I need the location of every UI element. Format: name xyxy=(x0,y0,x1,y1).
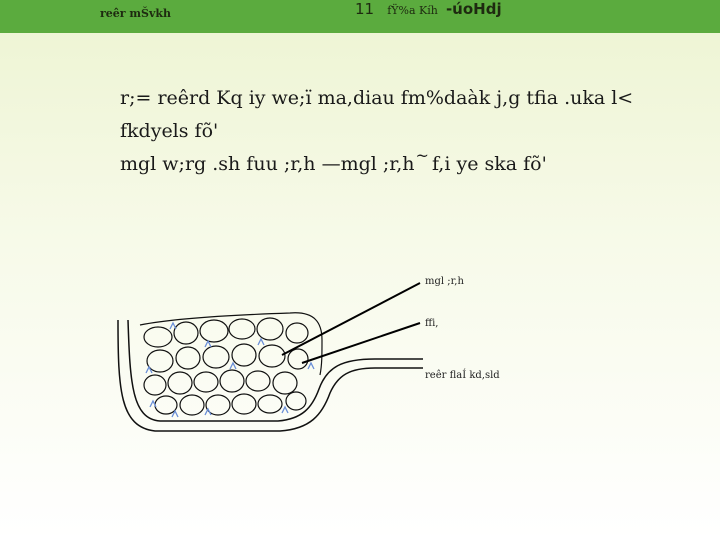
body-line-3 xyxy=(120,148,680,181)
slide-body-text xyxy=(120,82,680,181)
body-line-3a: mgl w;rg .sh fuu ;r,h —mgl ;r,h xyxy=(120,153,415,175)
header-title-tail: -úoHdj xyxy=(445,0,502,18)
cell xyxy=(259,345,285,367)
cell xyxy=(147,350,173,372)
flow-arrow xyxy=(230,363,236,369)
tissue-capillary-diagram xyxy=(110,265,520,440)
body-line-1: r;= reêrd Kq iy we;ï ma,diau fm%daàk j,g tfia .uka l< xyxy=(120,87,634,109)
cell xyxy=(168,372,192,394)
cell xyxy=(180,395,204,415)
body-line-2: fkdyels fõ' xyxy=(120,120,219,142)
cell xyxy=(144,375,166,395)
header-bar xyxy=(0,0,720,33)
cell xyxy=(246,371,270,391)
header-title-word: fŸ%a Kíh xyxy=(387,4,438,17)
tissue-cells xyxy=(144,318,308,415)
cell xyxy=(176,347,200,369)
flow-arrow xyxy=(258,339,264,345)
flow-arrow xyxy=(170,323,176,329)
body-line-3b: f,i ye ska fõ' xyxy=(431,153,547,175)
flow-arrow xyxy=(308,363,314,369)
flow-arrow xyxy=(205,409,211,415)
cell xyxy=(286,392,306,410)
cell xyxy=(220,370,244,392)
cell xyxy=(232,344,256,366)
cell xyxy=(286,323,308,343)
header-title xyxy=(355,0,502,18)
cell xyxy=(194,372,218,392)
slide-number: 11 xyxy=(355,0,375,18)
cell xyxy=(174,322,198,344)
cell xyxy=(144,327,172,347)
cell xyxy=(258,395,282,413)
cell xyxy=(288,349,308,369)
flow-arrow xyxy=(282,407,288,413)
label-interstitial-fluid: mgl ;r,h xyxy=(425,276,464,287)
label-cells: ffi, xyxy=(425,318,439,329)
cell xyxy=(155,396,177,414)
pointer-line-interstitial xyxy=(282,283,420,355)
tilde-mark: ~ xyxy=(415,146,429,165)
cell xyxy=(200,320,228,342)
cell xyxy=(229,319,255,339)
cell xyxy=(257,318,283,340)
cell xyxy=(273,372,297,394)
cell xyxy=(203,346,229,368)
cell xyxy=(232,394,256,414)
label-blood-capillary: reêr flaÍ kd,sld xyxy=(425,370,500,381)
header-subject-label: reêr mŠvkh xyxy=(100,7,172,20)
flow-arrow xyxy=(146,367,152,373)
pointer-line-cells xyxy=(302,323,420,363)
